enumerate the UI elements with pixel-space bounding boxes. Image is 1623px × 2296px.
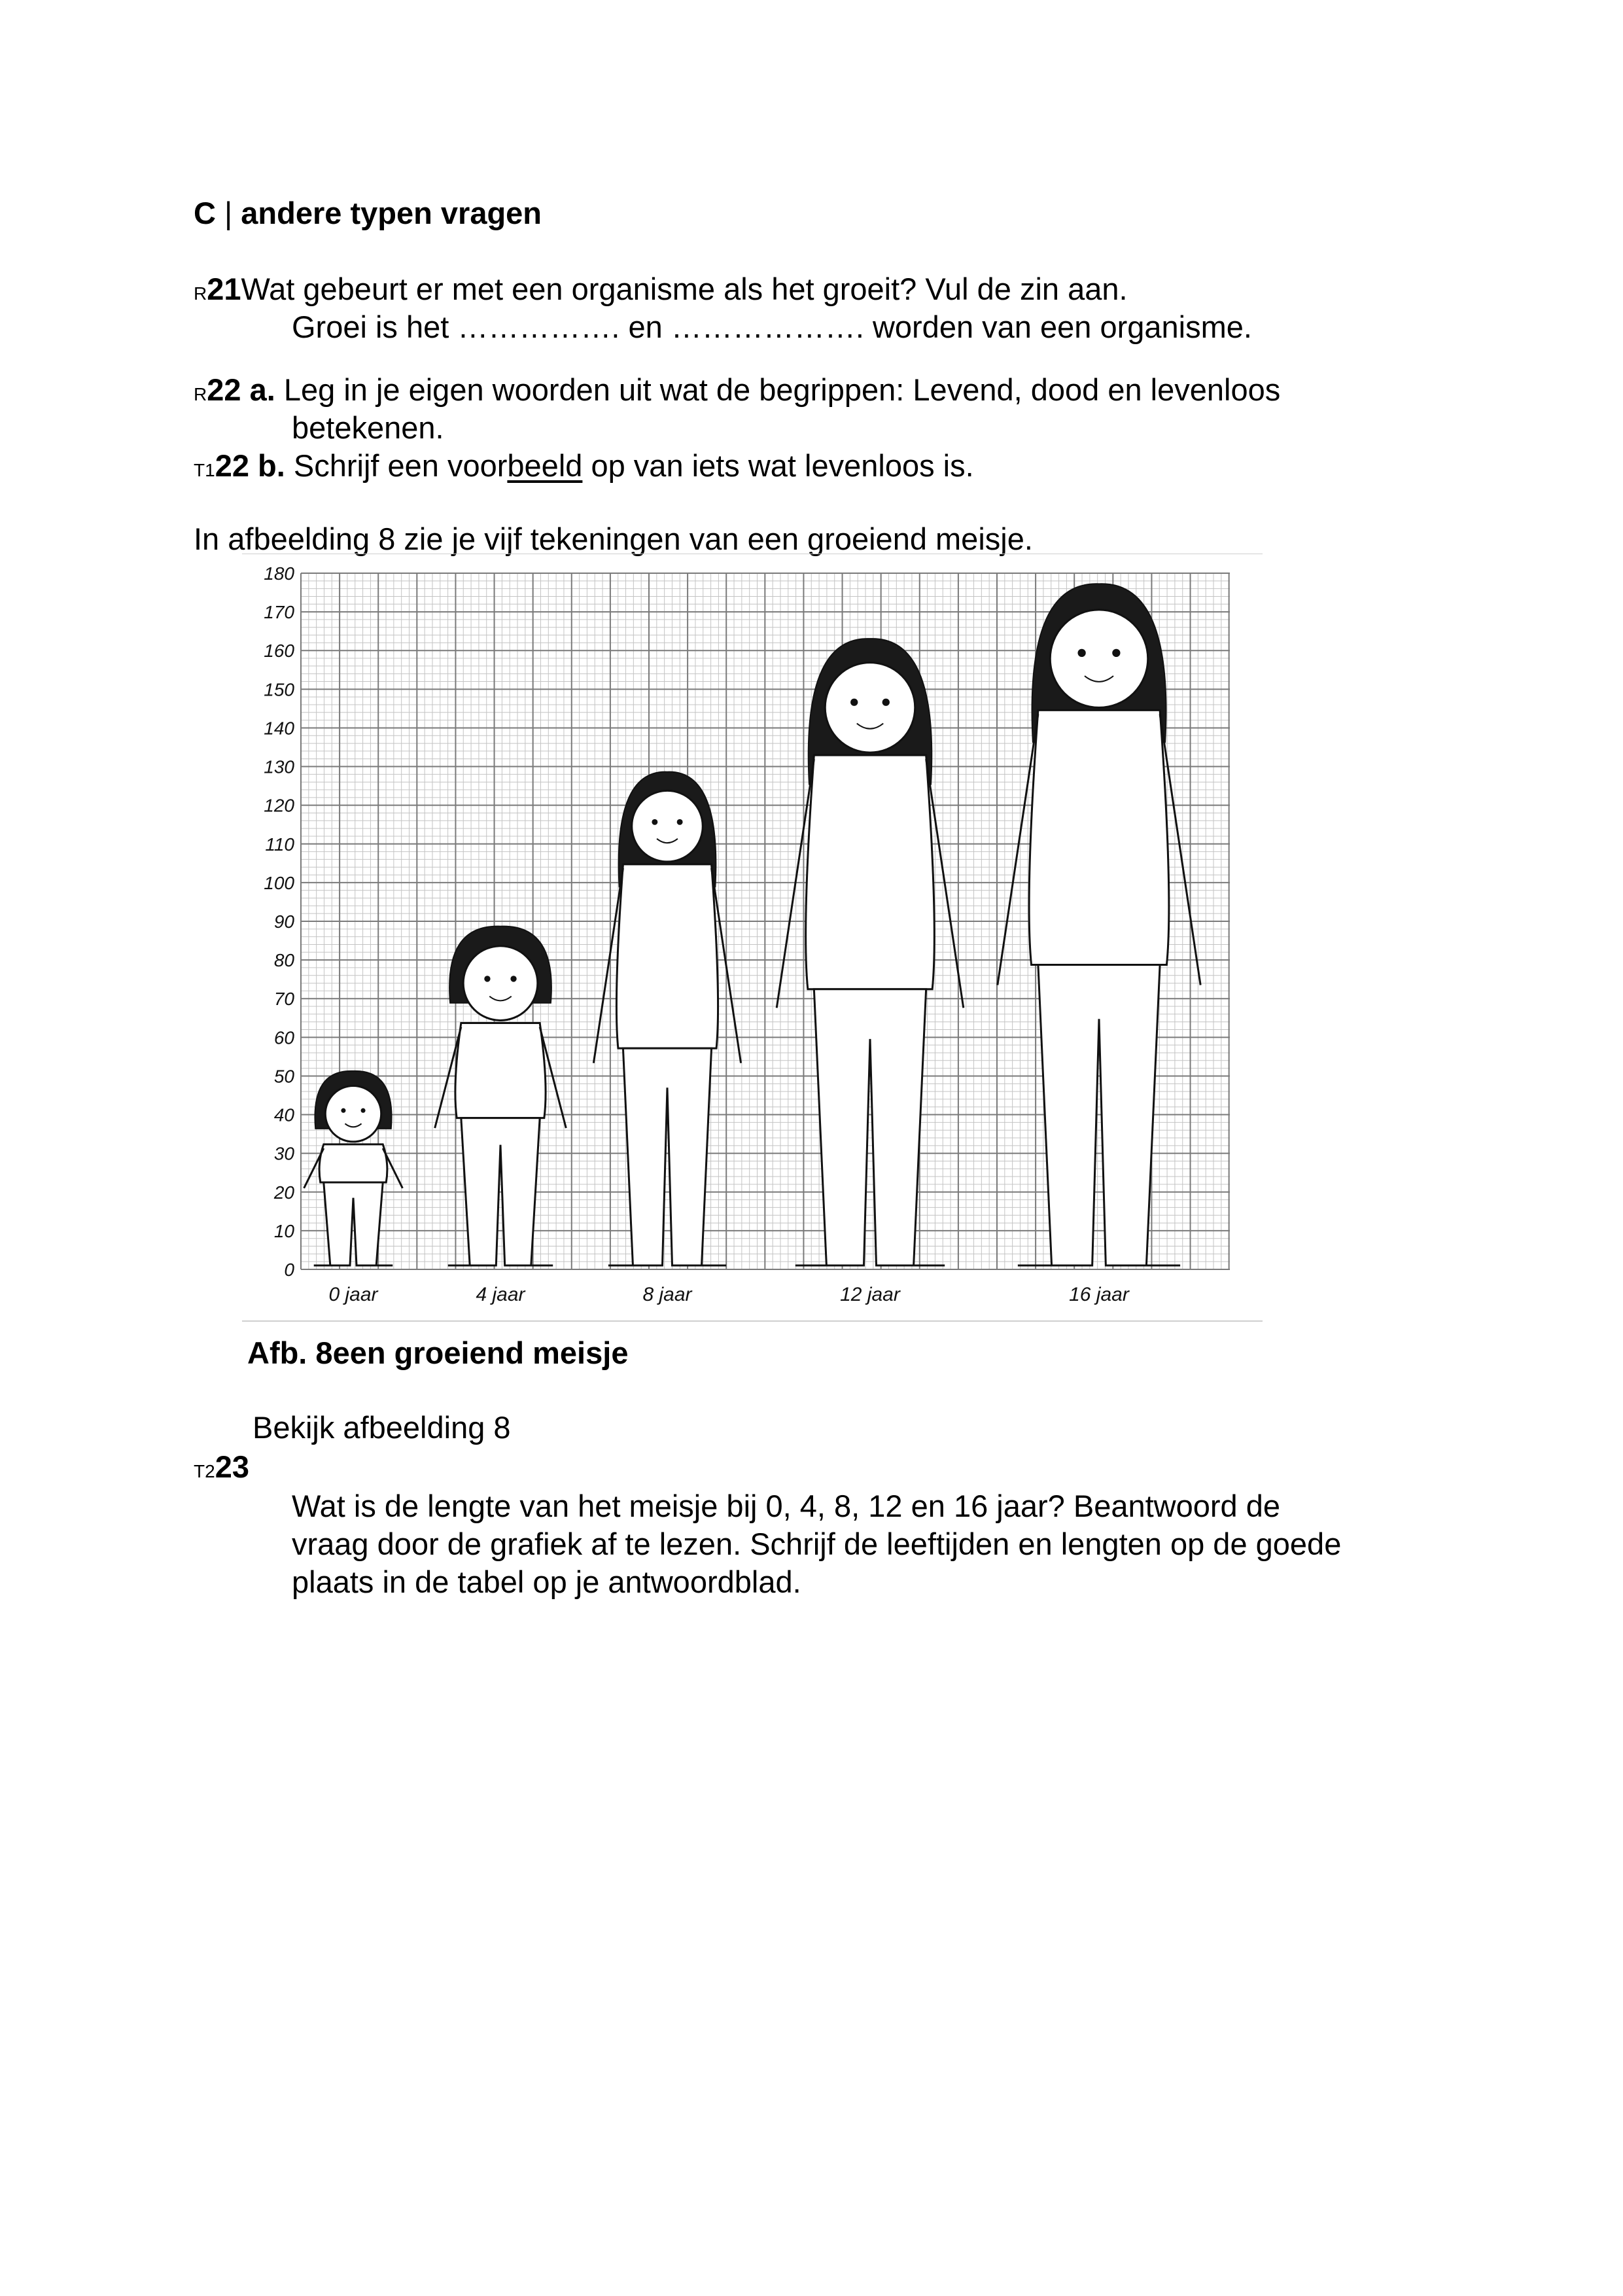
- y-tick-label: 50: [273, 1066, 294, 1087]
- question-21-text: Wat gebeurt er met een organisme als het groeit? Vul de zin aan.: [241, 272, 1128, 306]
- y-tick-label: 180: [264, 563, 294, 584]
- question-23-line1: Wat is de lengte van het meisje bij 0, 4, 8, 12 en 16 jaar? Beantwoord de: [292, 1489, 1281, 1523]
- question-21-tag: R: [194, 283, 207, 304]
- question-21: [194, 270, 1128, 313]
- question-23: [194, 1447, 249, 1491]
- x-tick-label: 8 jaar: [642, 1284, 692, 1305]
- question-22a: [194, 370, 1280, 414]
- y-tick-label: 160: [264, 641, 294, 662]
- section-title: andere typen vragen: [241, 196, 542, 230]
- section-heading: [194, 194, 542, 233]
- girl-age-0-icon: [304, 1071, 403, 1265]
- question-21-fill-sentence: Groei is het ……………. en ………………. worden van een organisme.: [292, 309, 1252, 344]
- question-22b: [194, 446, 974, 490]
- y-axis-ticks: [264, 563, 294, 1280]
- question-22a-line2: betekenen.: [292, 410, 444, 445]
- y-tick-label: 60: [273, 1027, 294, 1048]
- x-tick-label: 12 jaar: [840, 1284, 900, 1305]
- look-instruction: Bekijk afbeelding 8: [253, 1410, 511, 1445]
- y-tick-label: 130: [264, 756, 294, 777]
- question-22b-underlined: beeld: [507, 448, 583, 483]
- question-22a-number: 22 a.: [207, 372, 275, 407]
- y-tick-label: 20: [273, 1182, 294, 1203]
- y-tick-label: 90: [273, 911, 294, 932]
- y-tick-label: 140: [264, 718, 294, 739]
- y-tick-label: 70: [273, 989, 294, 1010]
- section-letter: C: [194, 196, 216, 230]
- x-axis-labels: [328, 1284, 1129, 1305]
- question-22b-tag: T1: [194, 460, 215, 480]
- question-23-tag: T2: [194, 1461, 215, 1481]
- y-tick-label: 10: [273, 1220, 294, 1241]
- y-tick-label: 0: [284, 1260, 294, 1280]
- y-tick-label: 150: [264, 679, 294, 700]
- y-tick-label: 40: [273, 1104, 294, 1125]
- question-22b-text-before: Schrijf een voor: [293, 448, 508, 483]
- girl-figures: [304, 584, 1201, 1265]
- figure-intro: In afbeelding 8 zie je vijf tekeningen van een groeiend meisje.: [194, 521, 1033, 556]
- figure-caption-title: een groeiend meisje: [332, 1335, 629, 1370]
- y-tick-label: 100: [264, 872, 294, 893]
- x-tick-label: 4 jaar: [476, 1284, 525, 1305]
- question-22b-text-after: op van iets wat levenloos is.: [582, 448, 974, 483]
- question-22b-number: 22 b.: [215, 448, 285, 483]
- figure-caption: [247, 1333, 628, 1373]
- question-22a-line1: Leg in je eigen woorden uit wat de begrippen: Levend, dood en levenloos: [283, 372, 1281, 407]
- girl-age-4-icon: [435, 927, 567, 1265]
- growth-chart: [242, 554, 1263, 1322]
- question-21-number: 21: [207, 272, 241, 306]
- y-tick-label: 110: [265, 834, 294, 855]
- y-tick-label: 170: [264, 602, 294, 623]
- figure-caption-label: Afb. 8: [247, 1335, 333, 1370]
- growth-figure: [242, 554, 1263, 1322]
- y-tick-label: 30: [273, 1143, 294, 1164]
- question-23-line2: vraag door de grafiek af te lezen. Schrijf de leeftijden en lengten op de goede: [292, 1527, 1342, 1561]
- question-23-line3: plaats in de tabel op je antwoordblad.: [292, 1564, 801, 1599]
- question-22a-tag: R: [194, 384, 207, 404]
- x-tick-label: 0 jaar: [328, 1284, 378, 1305]
- question-23-number: 23: [215, 1449, 249, 1484]
- y-tick-label: 120: [264, 795, 294, 816]
- y-tick-label: 80: [273, 950, 294, 971]
- x-tick-label: 16 jaar: [1069, 1284, 1129, 1305]
- section-separator: |: [224, 196, 233, 230]
